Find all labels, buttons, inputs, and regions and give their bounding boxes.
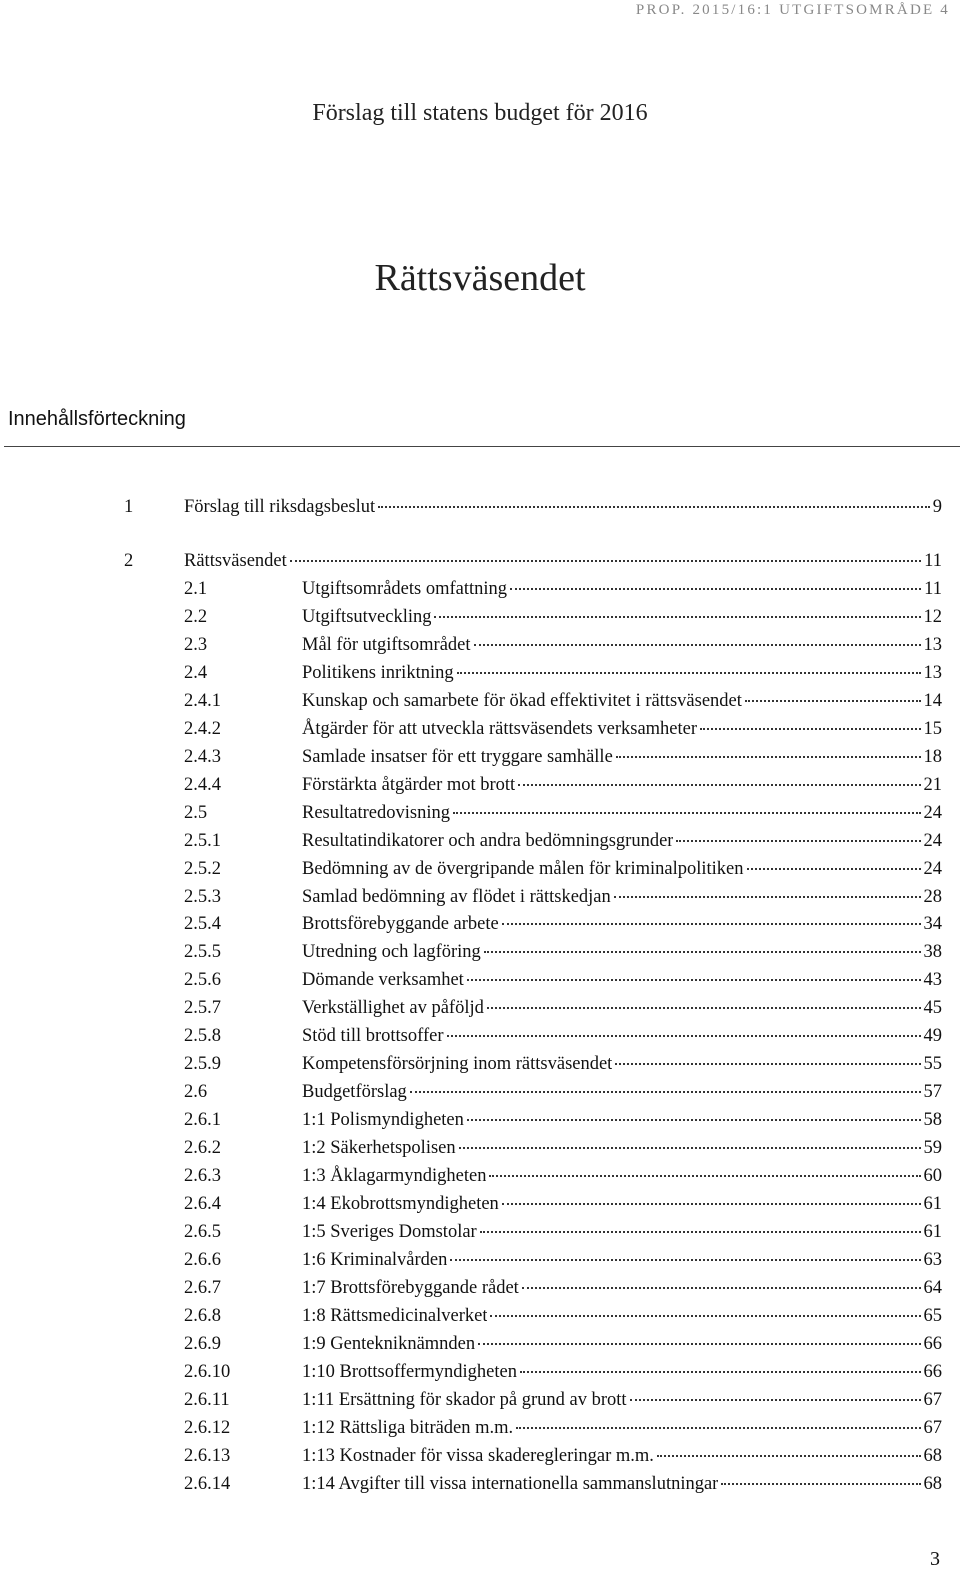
toc-entry-title: 1:10 Brottsoffermyndigheten [302, 1361, 517, 1382]
toc-entry-number: 2.6 [184, 1082, 208, 1103]
dot-leader [516, 1427, 920, 1429]
toc-entry-page: 13 [923, 662, 942, 683]
dot-leader [657, 1455, 921, 1457]
toc-entry-title: Resultatindikatorer och andra bedömningsgrunder [302, 830, 674, 851]
toc-entry[interactable] [0, 800, 960, 826]
toc-entry-title: Stöd till brottsoffer [302, 1026, 444, 1047]
toc-entry-page: 13 [923, 634, 942, 655]
toc-entry[interactable] [0, 911, 960, 937]
toc-entry[interactable] [0, 1359, 960, 1385]
toc-entry-page: 55 [923, 1054, 942, 1075]
toc-entry-number: 2.2 [184, 606, 208, 627]
toc-entry-title: 1:4 Ekobrottsmyndigheten [302, 1194, 499, 1215]
toc-entry-number: 2.4 [184, 662, 208, 683]
toc-entry-title: 1:9 Gentekniknämnden [302, 1333, 476, 1354]
toc-entry-title: 1:14 Avgifter till vissa internationella sammanslutningar [302, 1473, 719, 1494]
toc-entry-title: 1:1 Polismyndigheten [302, 1110, 464, 1131]
toc-entry-number: 2.5.3 [184, 886, 221, 907]
toc-entry-page: 34 [923, 914, 942, 935]
dot-leader [616, 756, 921, 758]
toc-entry[interactable] [0, 1023, 960, 1049]
toc-entry-page: 67 [923, 1417, 942, 1438]
toc-entry-number: 2.6.5 [184, 1222, 221, 1243]
dot-leader [518, 784, 920, 786]
toc-entry[interactable] [0, 884, 960, 910]
toc-entry-number: 2.6.9 [184, 1333, 221, 1354]
toc-entry-title: Dömande verksamhet [302, 970, 464, 991]
toc-entry-page: 66 [923, 1333, 942, 1354]
dot-leader [615, 1063, 920, 1065]
dot-leader [467, 1119, 921, 1121]
toc-entry-number: 2.6.3 [184, 1166, 221, 1187]
toc-entry[interactable] [0, 660, 960, 686]
toc-entry-number: 2.6.11 [184, 1389, 230, 1410]
toc-entry[interactable] [0, 1163, 960, 1189]
toc-entry-page: 67 [923, 1389, 942, 1410]
dot-leader [747, 868, 921, 870]
toc-entry-page: 11 [924, 578, 942, 599]
toc-entry-title: Politikens inriktning [302, 662, 454, 683]
toc-entry[interactable] [0, 688, 960, 714]
toc-entry-number: 2.4.3 [184, 746, 221, 767]
toc-entry[interactable] [0, 1415, 960, 1441]
toc-entry[interactable] [0, 1443, 960, 1469]
toc-entry-page: 65 [923, 1305, 942, 1326]
toc-entry-page: 14 [923, 690, 942, 711]
toc-entry-page: 18 [923, 746, 942, 767]
toc-entry-number: 2.6.12 [184, 1417, 231, 1438]
toc-entry-number: 2.4.1 [184, 690, 221, 711]
toc-entry-title: Resultatredovisning [302, 802, 450, 823]
toc-entry-number: 2.5.4 [184, 914, 221, 935]
toc-entry-title: 1:2 Säkerhetspolisen [302, 1138, 456, 1159]
toc-entry-page: 63 [923, 1250, 942, 1270]
toc-entry-number: 2.4.2 [184, 718, 221, 739]
toc-entry[interactable] [0, 632, 960, 658]
toc-entry-title: 1:13 Kostnader för vissa skaderegleringar m.m. [302, 1445, 654, 1466]
dot-leader [447, 1035, 921, 1037]
toc-entry-page: 68 [923, 1445, 942, 1466]
toc-entry[interactable] [0, 548, 960, 574]
dot-leader [467, 979, 921, 981]
toc-entry-page: 45 [923, 998, 942, 1019]
dot-leader [487, 1007, 921, 1009]
budget-title: Förslag till statens budget för 2016 [312, 100, 648, 126]
dot-leader [457, 672, 921, 674]
toc-entry-number: 2.4.4 [184, 774, 221, 795]
dot-leader [502, 923, 921, 925]
divider [4, 446, 960, 447]
toc-entry[interactable] [0, 939, 960, 965]
toc-entry-title: Kompetensförsörjning inom rättsväsendet [302, 1054, 613, 1075]
toc-entry-number: 2.5.2 [184, 858, 221, 879]
toc-entry[interactable] [0, 1387, 960, 1413]
toc-entry[interactable] [0, 1275, 960, 1301]
toc-entry-number: 2.3 [184, 634, 208, 655]
toc-entry-number: 2.6.2 [184, 1138, 221, 1159]
toc-entry-title: Åtgärder för att utveckla rättsväsendets verksamheter [302, 718, 698, 739]
toc-entry-page: 68 [923, 1473, 942, 1494]
toc-entry-number: 1 [124, 497, 134, 517]
toc-entry[interactable] [0, 828, 960, 854]
toc-entry-title: 1:5 Sveriges Domstolar [302, 1222, 477, 1243]
toc-entry[interactable] [0, 1471, 960, 1497]
toc-entry-title: 1:8 Rättsmedicinalverket [302, 1305, 488, 1326]
dot-leader [450, 1259, 920, 1261]
toc-entry-number: 2 [124, 551, 134, 571]
toc-entry-page: 43 [923, 970, 942, 991]
toc-entry-page: 59 [923, 1138, 942, 1159]
toc-entry-page: 61 [923, 1194, 942, 1215]
toc-entry-title: 1:6 Kriminalvården [302, 1250, 448, 1270]
toc-entry-number: 2.1 [184, 578, 208, 599]
toc-entry-title: Bedömning av de övergripande målen för kriminalpolitiken [302, 858, 744, 879]
dot-leader [630, 1399, 921, 1401]
dot-leader [745, 700, 921, 702]
toc-entry[interactable] [0, 995, 960, 1021]
toc-entry-page: 57 [923, 1082, 942, 1103]
dot-leader [484, 951, 921, 953]
toc-entry[interactable] [0, 1135, 960, 1161]
toc-entry-title: Verkställighet av påföljd [302, 998, 484, 1019]
toc-entry-number: 2.5.8 [184, 1026, 221, 1047]
toc-entry-number: 2.5.9 [184, 1054, 221, 1075]
toc-entry-page: 15 [923, 718, 942, 739]
toc-entry-page: 66 [923, 1361, 942, 1382]
toc-entry-title: Utgiftsområdets omfattning [302, 578, 508, 599]
toc-entry-title: Kunskap och samarbete för ökad effektivitet i rättsväsendet [302, 690, 742, 711]
page-title: Rättsväsendet [374, 257, 586, 299]
dot-leader [290, 560, 921, 562]
toc-entry-page: 49 [923, 1026, 942, 1047]
toc-entry-number: 2.5 [184, 802, 208, 823]
page-number: 3 [930, 1548, 940, 1570]
toc-entry-title: 1:3 Åklagarmyndigheten [302, 1166, 487, 1187]
toc-entry[interactable] [0, 716, 960, 742]
dot-leader [490, 1315, 920, 1317]
toc-entry-page: 24 [923, 830, 942, 851]
dot-leader [614, 896, 921, 898]
dot-leader [676, 840, 920, 842]
toc-entry-page: 38 [923, 942, 942, 963]
toc-heading: Innehållsförteckning [8, 408, 186, 430]
dot-leader [410, 1091, 921, 1093]
toc-entry-title: Utgiftsutveckling [302, 606, 432, 627]
toc-entry[interactable] [0, 1331, 960, 1357]
toc-entry-page: 9 [932, 497, 942, 517]
toc-entry[interactable] [0, 1219, 960, 1245]
toc-entry-page: 60 [923, 1166, 942, 1187]
dot-leader [522, 1287, 921, 1289]
toc-entry-title: Utredning och lagföring [302, 942, 481, 963]
toc-entry-page: 12 [923, 606, 942, 627]
toc-entry[interactable] [0, 576, 960, 602]
toc-entry-title: Förslag till riksdagsbeslut [184, 497, 376, 517]
toc-entry-page: 24 [923, 858, 942, 879]
toc-entry-page: 64 [923, 1277, 942, 1298]
toc-entry[interactable] [0, 494, 960, 520]
toc-entry-page: 21 [923, 774, 942, 795]
dot-leader [459, 1147, 921, 1149]
toc-entry-title: Rättsväsendet [184, 551, 287, 571]
toc-entry-title: Samlad bedömning av flödet i rättskedjan [302, 886, 611, 907]
toc-entry-page: 58 [923, 1110, 942, 1131]
toc-entry[interactable] [0, 1303, 960, 1329]
toc-entry[interactable] [0, 1051, 960, 1077]
toc-entry[interactable] [0, 744, 960, 770]
toc-entry-title: Förstärkta åtgärder mot brott [302, 774, 516, 795]
dot-leader [378, 506, 930, 508]
toc-entry-number: 2.6.1 [184, 1110, 221, 1131]
toc-entry[interactable] [0, 604, 960, 630]
toc-entry-number: 2.6.13 [184, 1445, 231, 1466]
dot-leader [474, 644, 921, 646]
running-header: PROP. 2015/16:1 UTGIFTSOMRÅDE 4 [635, 2, 950, 18]
toc-entry-number: 2.6.7 [184, 1277, 221, 1298]
toc-entry[interactable] [0, 1247, 960, 1273]
toc-entry-number: 2.6.10 [184, 1361, 231, 1382]
dot-leader [520, 1371, 921, 1373]
dot-leader [502, 1203, 921, 1205]
toc-entry-page: 61 [923, 1222, 942, 1243]
toc-entry-number: 2.6.14 [184, 1473, 231, 1494]
toc-entry-number: 2.6.4 [184, 1194, 221, 1215]
toc-entry-title: Mål för utgiftsområdet [302, 634, 471, 655]
toc-entry-number: 2.5.6 [184, 970, 221, 991]
dot-leader [478, 1343, 920, 1345]
toc-entry-page: 24 [923, 802, 942, 823]
dot-leader [453, 812, 921, 814]
toc-entry[interactable] [0, 1107, 960, 1133]
toc-entry-number: 2.5.1 [184, 830, 221, 851]
toc-entry-title: 1:12 Rättsliga biträden m.m. [302, 1417, 514, 1438]
toc-entry-page: 28 [923, 886, 942, 907]
dot-leader [700, 728, 920, 730]
dot-leader [489, 1175, 920, 1177]
toc-entry-number: 2.5.7 [184, 998, 221, 1019]
toc-entry[interactable] [0, 967, 960, 993]
toc-entry-title: 1:11 Ersättning för skador på grund av brott [302, 1389, 627, 1410]
toc-entry-title: Samlade insatser för ett tryggare samhälle [302, 746, 613, 767]
toc-entry-title: 1:7 Brottsförebyggande rådet [302, 1277, 519, 1298]
dot-leader [721, 1483, 920, 1485]
toc-entry-title: Brottsförebyggande arbete [302, 914, 499, 935]
toc-entry-number: 2.5.5 [184, 942, 221, 963]
dot-leader [480, 1231, 921, 1233]
dot-leader [434, 616, 920, 618]
toc-entry[interactable] [0, 772, 960, 798]
toc-entry-title: Budgetförslag [302, 1082, 407, 1103]
toc-entry[interactable] [0, 856, 960, 882]
dot-leader [510, 588, 921, 590]
toc-entry-number: 2.6.8 [184, 1305, 221, 1326]
toc-entry-page: 11 [924, 551, 942, 571]
toc-entry[interactable] [0, 1079, 960, 1105]
toc-entry[interactable] [0, 1191, 960, 1217]
toc-entry-number: 2.6.6 [184, 1250, 221, 1270]
